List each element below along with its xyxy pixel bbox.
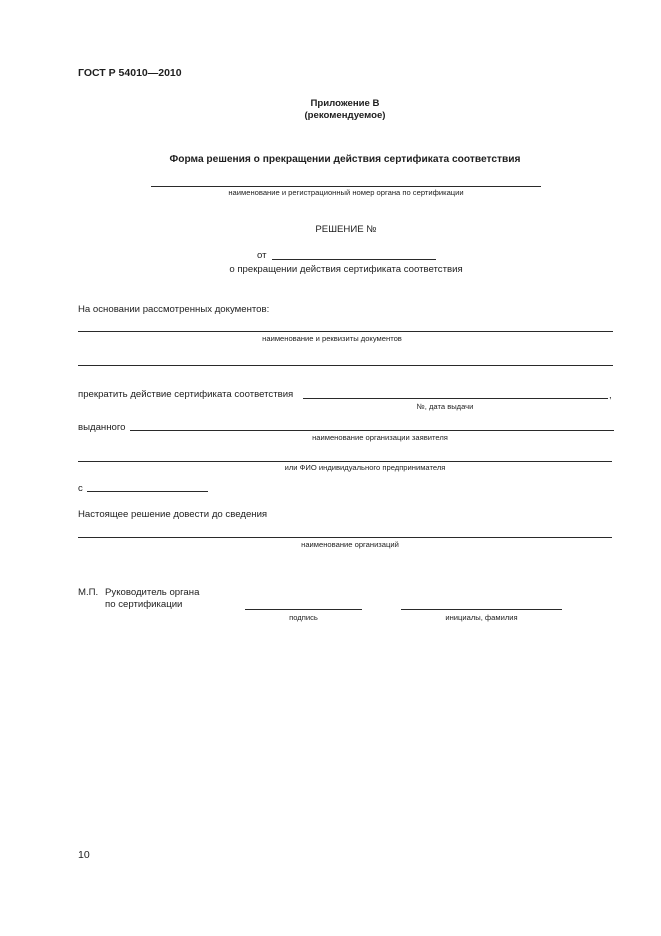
standard-code: ГОСТ Р 54010—2010 — [78, 67, 182, 79]
decision-subject: о прекращении действия сертификата соответствия — [229, 264, 463, 275]
name-line — [401, 609, 562, 610]
page-number: 10 — [78, 849, 90, 861]
since-label: с — [78, 483, 83, 494]
role-line-1: Руководитель органа — [105, 587, 200, 598]
authority-caption: наименование и регистрационный номер органа по сертификации — [228, 188, 464, 197]
issued-line-2 — [78, 461, 612, 462]
form-title: Форма решения о прекращении действия сертификата соответствия — [169, 154, 521, 165]
notify-label: Настоящее решение довести до сведения — [78, 509, 268, 520]
name-caption: инициалы, фамилия — [445, 613, 518, 622]
signature-line — [245, 609, 362, 610]
basis-label: На основании рассмотренных документов: — [78, 304, 270, 315]
terminate-caption: №, дата выдачи — [416, 402, 474, 411]
basis-line-2 — [78, 365, 613, 366]
terminate-comma: , — [609, 390, 612, 401]
terminate-line — [303, 398, 608, 399]
appendix-title: Приложение В — [310, 98, 380, 109]
date-line — [272, 259, 436, 260]
role-line-2: по сертификации — [105, 599, 183, 610]
basis-line-1 — [78, 331, 613, 332]
issued-caption: наименование организации заявителя — [312, 433, 448, 442]
notify-line — [78, 537, 612, 538]
notify-caption: наименование организаций — [301, 540, 399, 549]
issued-label: выданного — [78, 422, 126, 433]
issued-caption-2: или ФИО индивидуального предпринимателя — [284, 463, 446, 472]
seal-label: М.П. — [78, 587, 99, 598]
signature-caption: подпись — [289, 613, 318, 622]
basis-caption: наименование и реквизиты документов — [262, 334, 402, 343]
issued-line-1 — [130, 430, 614, 431]
decision-heading: РЕШЕНИЕ № — [315, 224, 377, 235]
terminate-label: прекратить действие сертификата соответствия — [78, 389, 294, 400]
date-prefix: от — [257, 250, 267, 261]
authority-line — [151, 186, 541, 187]
appendix-status: (рекомендуемое) — [304, 110, 386, 121]
since-line — [87, 491, 208, 492]
